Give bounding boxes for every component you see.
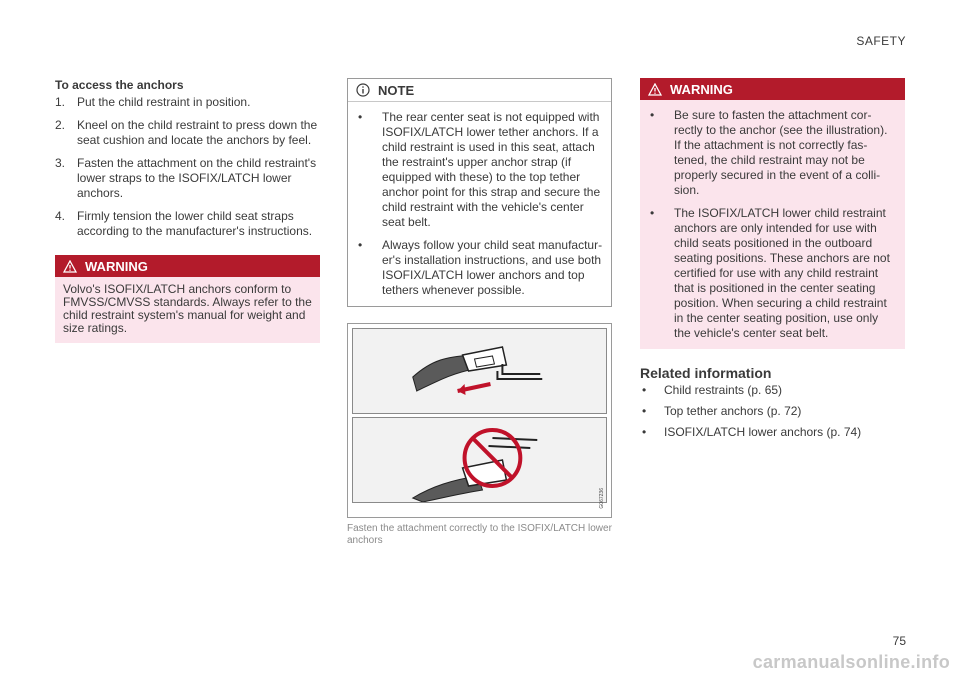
warning-triangle-icon (648, 83, 662, 96)
watermark: carmanualsonline.info (752, 652, 950, 672)
list-item: 2. Kneel on the child restraint to press down the seat cushion and locate the anchors by feel. (55, 118, 318, 147)
warning-header (55, 255, 320, 277)
related-link[interactable]: • ISOFIX/LATCH lower anchors (p. 74) (642, 425, 862, 439)
note-title: NOTE (378, 82, 415, 98)
correct-attachment-illustration (352, 328, 607, 414)
warning-box (55, 255, 320, 343)
column-right (640, 78, 905, 446)
steps-list (55, 95, 320, 239)
related-information-title: Related information (640, 365, 772, 381)
warning-box (640, 78, 905, 349)
related-link[interactable]: • Top tether anchors (p. 72) (642, 404, 802, 418)
list-item: • The rear center seat is not equipped with ISOFIX/LATCH lower tether anchors. If a child restraint is used in this seat, attach the restraint's upper anchor strap (if equipped with these) to the top tether anchor point for this strap and secure the child restraint with the vehicle's center seat belt. (358, 110, 601, 229)
list-item: • The ISOFIX/LATCH lower child restraint anchors are only intended for use with child seats positioned in the outboard seating positions. These anchors are not certified for use with any child restraint that is positioned in the center seating position. When securing a child restraint in the center seating position, use only the vehicle's center seat belt. (650, 206, 890, 340)
warning-text: Volvo's ISOFIX/LATCH anchors conform to FMVSS/CMVSS standards. Always refer to the child restraint system's manual for weight and size ratings. (63, 282, 312, 335)
list-item: 3. Fasten the attachment on the child restraint's lower straps to the ISOFIX/LATCH lower anchors. (55, 156, 317, 200)
warning-title: WARNING (85, 258, 148, 274)
figure-caption: Fasten the attachment correctly to the ISOFIX/LATCH lower anchors (347, 523, 612, 546)
column-left (55, 78, 320, 343)
incorrect-attachment-illustration (352, 417, 607, 503)
list-item: • Be sure to fasten the attachment cor-rectly to the anchor (see the illustration). If the attachment is not correctly fas-tened, the child restraint may not be properly secured in the event of a colli-sion. (650, 108, 888, 197)
note-box (347, 78, 612, 307)
column-middle (347, 78, 612, 547)
info-icon (356, 83, 370, 97)
section-heading: To access the anchors (55, 78, 184, 92)
warning-list (640, 100, 905, 349)
note-header (348, 79, 611, 102)
list-item: 4. Firmly tension the lower child seat straps according to the manufacturer's instructions. (55, 209, 313, 238)
list-item: • Always follow your child seat manufactur-er's installation instructions, and use both ISOFIX/LATCH lower anchors and top tethers whenever possible. (358, 238, 603, 297)
note-list (348, 102, 611, 306)
related-link[interactable]: • Child restraints (p. 65) (642, 383, 783, 397)
related-links-list (640, 383, 905, 440)
warning-header (640, 78, 905, 100)
warning-title: WARNING (670, 81, 733, 97)
page-header: SAFETY (856, 34, 906, 48)
list-item: 1. Put the child restraint in position. (55, 95, 251, 109)
figure-code: G067236 (599, 488, 605, 509)
page-number: 75 (892, 634, 906, 648)
illustration-figure (347, 323, 612, 518)
warning-triangle-icon (63, 260, 77, 273)
